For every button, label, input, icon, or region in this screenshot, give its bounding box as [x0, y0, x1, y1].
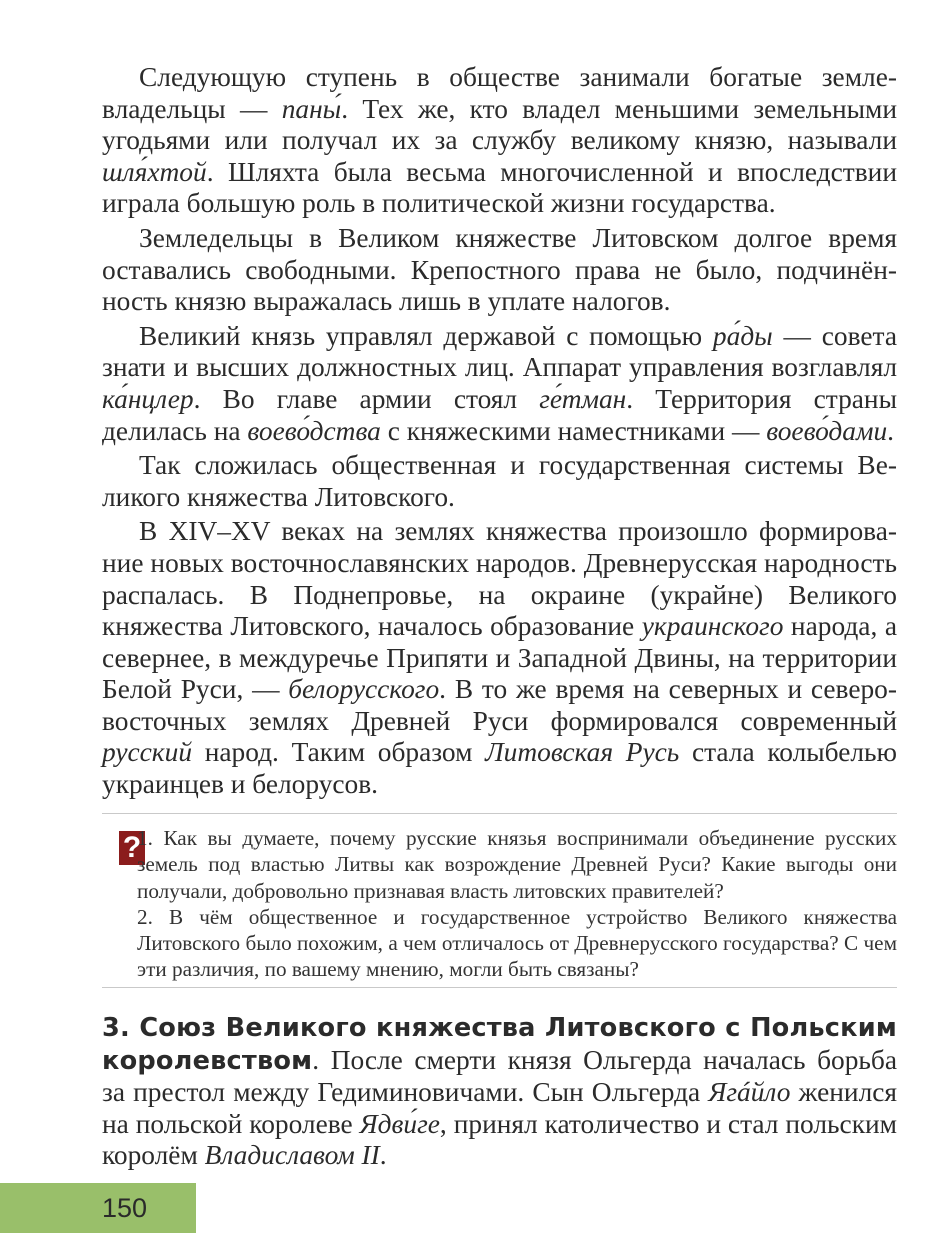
- paragraph-government: [102, 321, 897, 447]
- term-ukrainian: украинского: [641, 611, 784, 642]
- text-span: . После смерти князя Ольгерда началась борьба за престол между Гедиминовичами. Сын Ольгерда: [102, 1044, 897, 1108]
- text-span: . Шляхта была весьма многочисленной и впоследствии играла большую роль в политической жизни государства.: [102, 156, 897, 219]
- term-voevodstva: воево́дства: [247, 415, 381, 446]
- text-span: женился на польской королеве: [102, 1077, 897, 1139]
- term-voevody: воево́дами: [766, 415, 888, 446]
- text-span: , принял католичество и стал польским королём: [102, 1108, 897, 1171]
- term-yadviga: Ядви́ге: [359, 1108, 440, 1139]
- divider-top: [102, 813, 897, 814]
- questions-text: [137, 825, 897, 983]
- text-span: . Тех же, кто владел меньшими земельными угодьями или получал их за службу великому князю, называли: [102, 93, 897, 156]
- term-kantsler: ка́нцлер: [102, 383, 194, 414]
- text-span: стала колыбелью украинцев и белорусов.: [102, 737, 898, 800]
- term-vladislav: Владиславом II: [204, 1140, 380, 1171]
- term-russian: русский: [102, 737, 193, 768]
- section-3: [102, 1012, 897, 1172]
- paragraph-peoples: [102, 516, 897, 800]
- page-number: 150: [102, 1193, 148, 1223]
- question-1: 1. Как вы думаете, почему русские князья воспринимали объединение русских земель под властью Литвы как возрождение Древней Руси? Какие выгоды они получали, добровольно признавая власть литовских правителей?: [137, 826, 897, 903]
- term-shlyakhta: шля́хтой: [102, 156, 207, 187]
- divider-bottom: [102, 987, 897, 988]
- text-span: .: [379, 1140, 387, 1171]
- text-span: народа, а севернее, в междуречье Припяти и Западной Двины, на территории Белой Руси, —: [102, 611, 897, 705]
- text-span: Следующую ступень в обществе занимали богатые землевладельцы —: [102, 62, 897, 124]
- term-pany: паны́: [281, 93, 342, 124]
- term-belarusian: белорусского: [288, 674, 440, 705]
- questions-box: [102, 813, 897, 982]
- text-span: Так сложилась общественная и государственная системы Великого княжества Литовского.: [102, 450, 897, 512]
- text-span: Великий князь управлял державой с помощью: [139, 320, 713, 351]
- term-lithuanian-rus: Литовская Русь: [485, 737, 680, 768]
- term-getman: ге́тман: [539, 383, 627, 414]
- text-span: Земледельцы в Великом княжестве Литовском долгое время оставались свободными. Крепостного права не было, подчинённость князю выражалась лишь в уплате налогов.: [102, 222, 897, 317]
- question-mark-icon: ?: [119, 831, 145, 865]
- paragraph-nobility: [102, 62, 897, 220]
- term-yagailo: Ягáйло: [708, 1077, 791, 1108]
- main-text: [102, 62, 897, 801]
- text-span: — совета знати и высших должностных лиц. Аппарат управления возглавлял: [102, 320, 897, 383]
- page-number-band: [0, 1183, 196, 1233]
- text-span: .: [887, 415, 895, 446]
- section-3-paragraph: [102, 1012, 897, 1172]
- question-2: 2. В чём общественное и государственное устройство Великого княжества Литовского было похожим, а чем отличалось от Древнерусского государства? С чем эти различия, по вашему мнению, могли быть связаны?: [137, 904, 897, 982]
- section-heading: 3. Союз Великого княжества Литовского с Польским королевством: [102, 1013, 897, 1076]
- text-span: . Территория страны делилась на: [102, 383, 897, 446]
- term-rada: ра́ды: [712, 320, 773, 351]
- paragraph-system: [102, 450, 897, 513]
- text-span: . В то же время на северных и северо-восточных землях Древней Руси формировался современный: [102, 674, 897, 736]
- paragraph-farmers: [102, 223, 897, 318]
- text-span: В XIV–XV веках на землях княжества произошло формирование новых восточнославянских народов. Древнерусская народность распалась. В Поднепровье, на окраине (украйне) Великого княжества Литовского, началось образование: [102, 516, 897, 642]
- text-span: с княжескими наместниками —: [380, 415, 767, 446]
- text-span: . Во главе армии стоял: [193, 383, 540, 414]
- text-span: народ. Таким образом: [192, 737, 486, 768]
